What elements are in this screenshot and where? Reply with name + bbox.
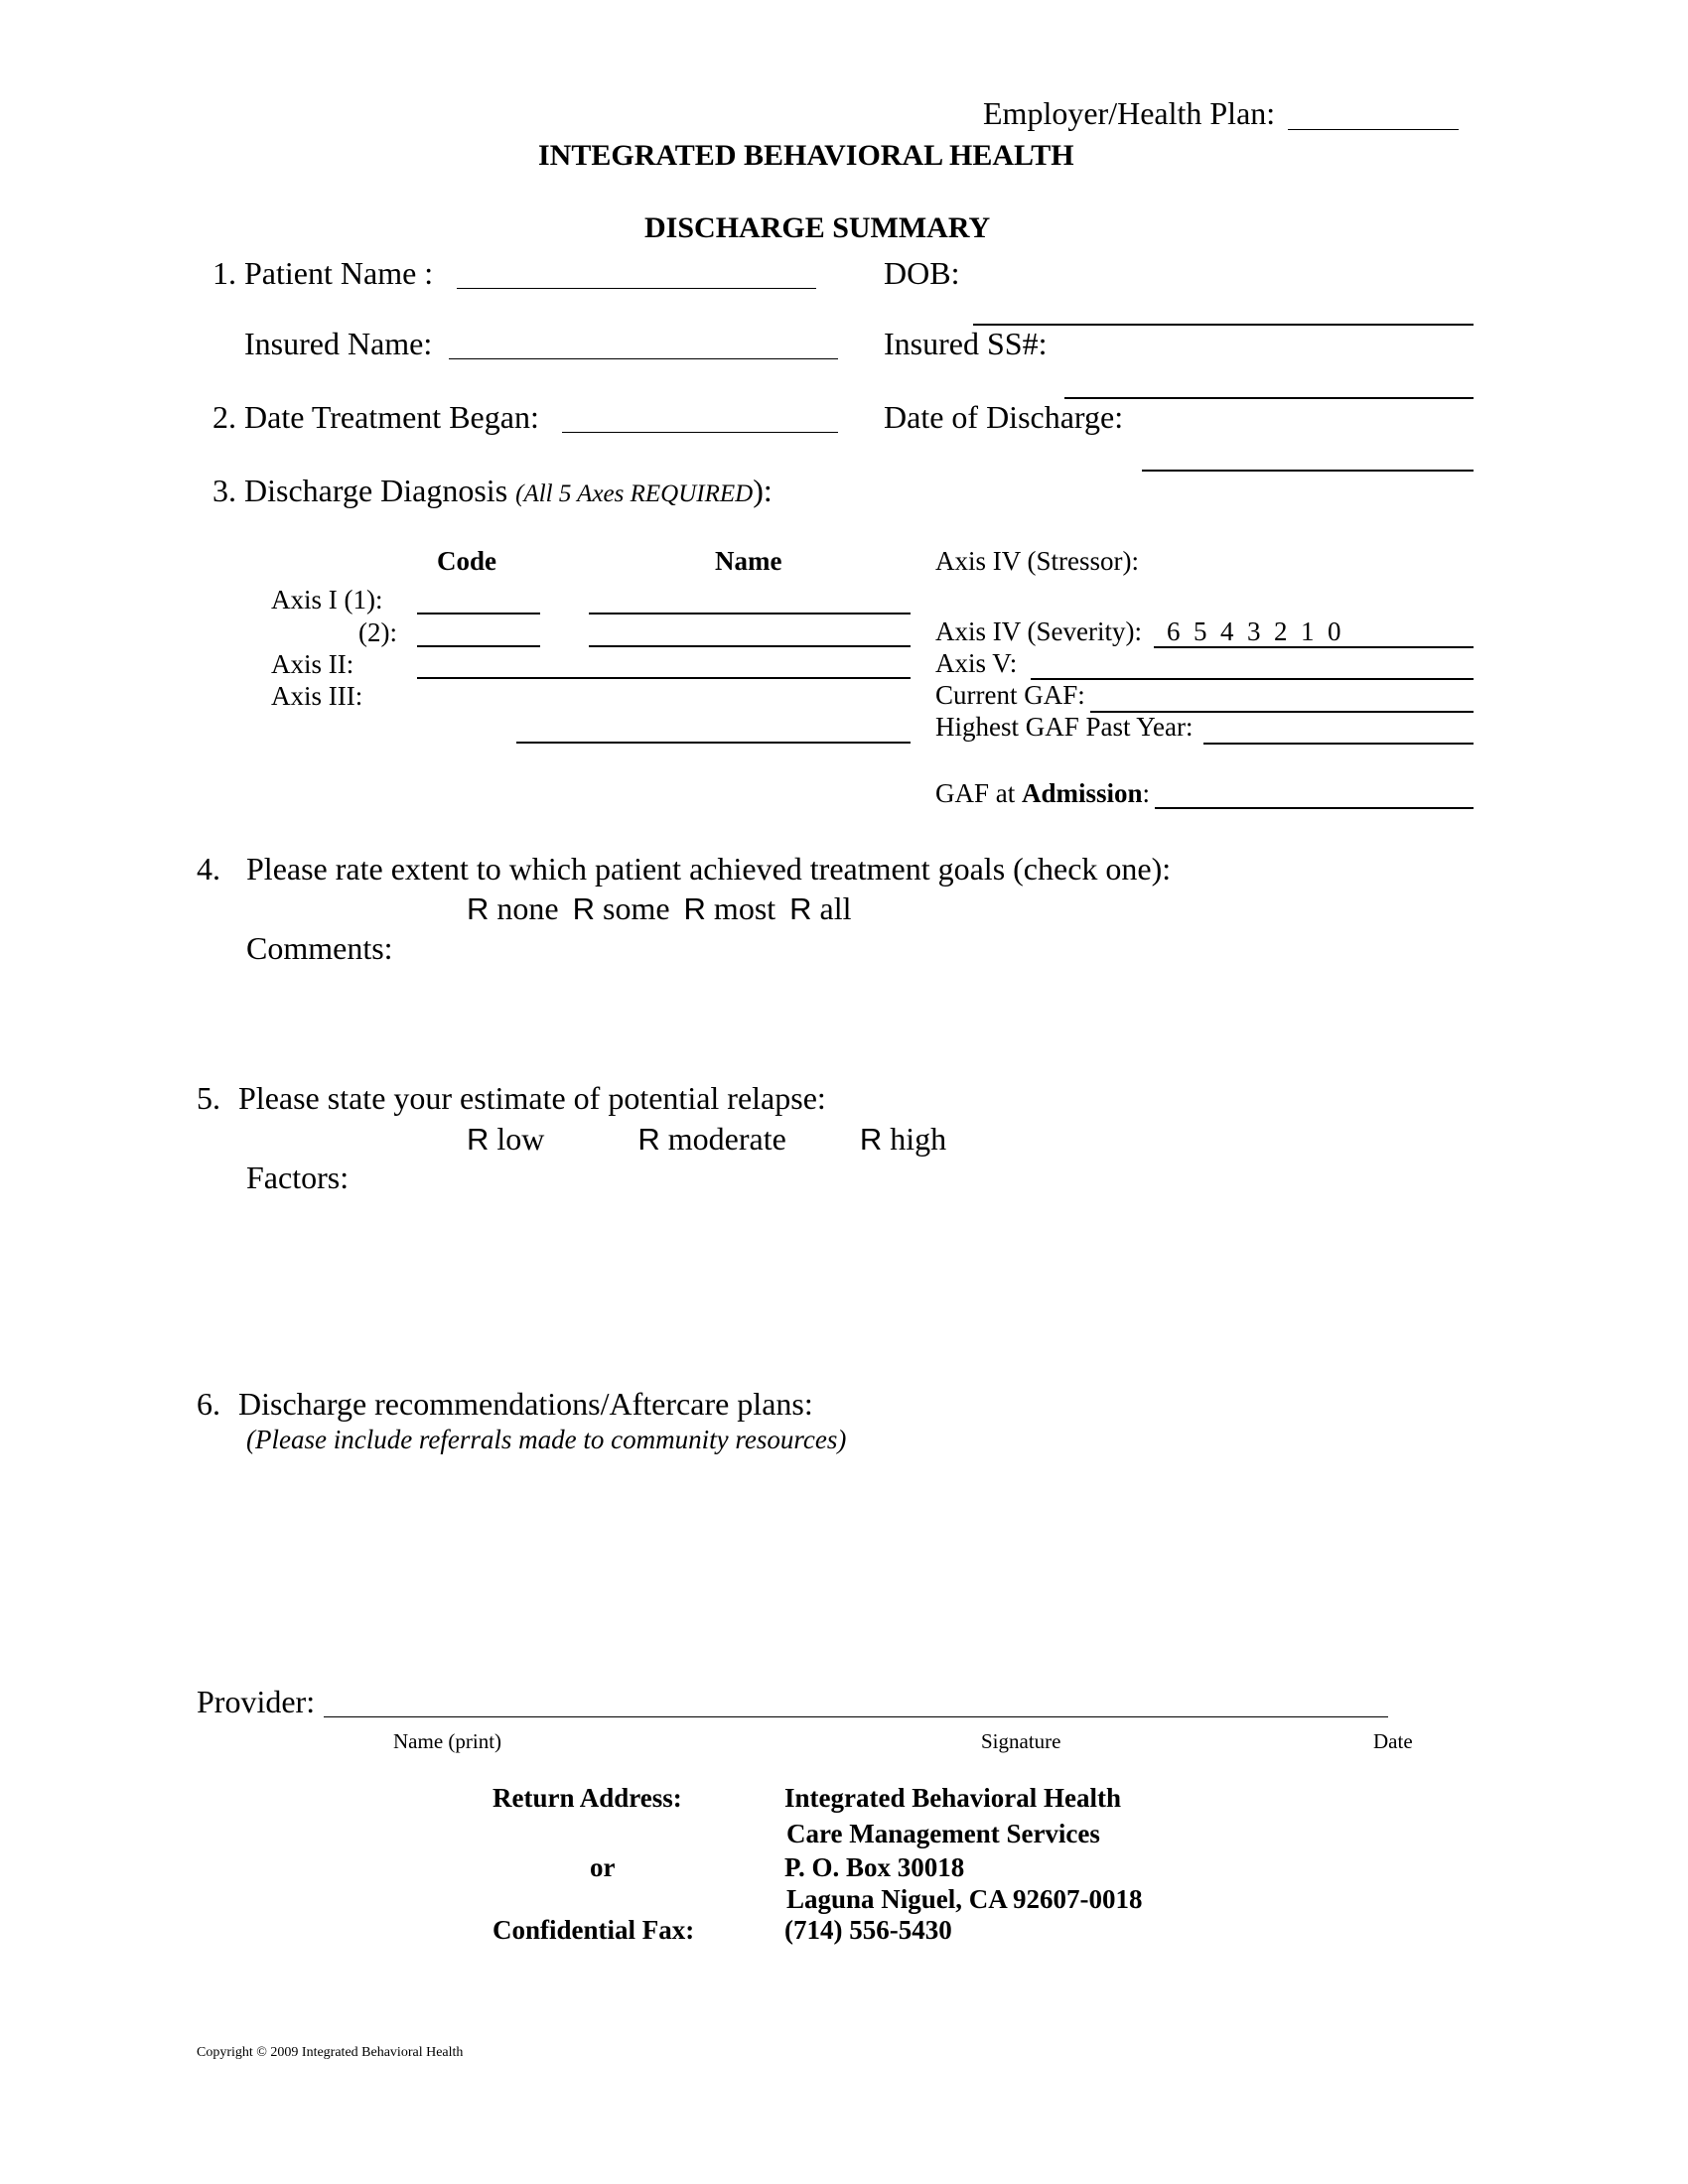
axes-required-note: (All 5 Axes REQUIRED [515, 480, 754, 507]
axis-1-2-label: (2): [358, 617, 397, 647]
axis-1-2-code-field[interactable] [417, 645, 540, 647]
dob-label: DOB: [884, 255, 960, 291]
gaf-admission-field[interactable] [1155, 807, 1474, 809]
date-of-discharge-field[interactable] [1142, 470, 1474, 472]
axis-4-severity-field[interactable] [1154, 646, 1474, 648]
gaf-admission-label [935, 780, 1150, 807]
axis-1-1-label: Axis I (1): [271, 585, 383, 614]
copyright-notice: Copyright © 2009 Integrated Behavioral Health [197, 2045, 464, 2060]
discharge-diagnosis-label [244, 475, 773, 506]
section-1-number: 1. [212, 255, 236, 291]
or-label: or [590, 1852, 616, 1882]
checkbox-icon[interactable]: R [572, 891, 595, 926]
doc-title: DISCHARGE SUMMARY [644, 211, 991, 244]
aftercare-note: (Please include referrals made to community resources) [246, 1425, 847, 1454]
gaf-admission-colon: : [1142, 778, 1151, 808]
axis-3-field[interactable] [516, 742, 911, 744]
goal-option-all[interactable] [789, 892, 851, 924]
name-column-header: Name [715, 546, 782, 576]
patient-name-label: Patient Name : [244, 255, 434, 291]
goal-option-some[interactable] [573, 892, 670, 924]
date-treatment-began-field[interactable] [562, 432, 838, 433]
discharge-diagnosis-close: ): [753, 473, 773, 508]
relapse-option-label: high [890, 1121, 947, 1157]
axis-1-1-name-field[interactable] [589, 613, 911, 614]
axis-3-label: Axis III: [271, 681, 363, 711]
provider-name-print-caption: Name (print) [393, 1729, 502, 1753]
section-3-number: 3. [212, 473, 236, 508]
goal-option-label: most [713, 890, 776, 926]
insured-name-field[interactable] [449, 358, 838, 359]
comments-label: Comments: [246, 930, 393, 966]
axis-1-2-name-field[interactable] [589, 645, 911, 647]
section-5-number: 5. [197, 1080, 220, 1116]
insured-ss-label: Insured SS#: [884, 326, 1048, 361]
axis-4-severity-label: Axis IV (Severity): [935, 616, 1142, 646]
provider-signature-field[interactable] [324, 1716, 1388, 1717]
insured-name-label: Insured Name: [244, 326, 433, 361]
goal-option-label: none [496, 890, 559, 926]
date-treatment-began-label: Date Treatment Began: [244, 399, 539, 435]
return-po-box: P. O. Box 30018 [784, 1852, 965, 1882]
employer-health-plan-label: Employer/Health Plan: [983, 95, 1276, 131]
org-title: INTEGRATED BEHAVIORAL HEALTH [538, 139, 1074, 172]
axis-4-stressor-label: Axis IV (Stressor): [935, 546, 1139, 576]
factors-area[interactable] [246, 1203, 1468, 1382]
goal-option-most[interactable] [684, 892, 776, 924]
return-fax-number: (714) 556-5430 [784, 1915, 952, 1945]
relapse-option-low[interactable] [467, 1123, 544, 1155]
aftercare-area[interactable] [246, 1469, 1468, 1668]
checkbox-icon[interactable]: R [859, 1122, 883, 1157]
gaf-at-text: GAF at [935, 778, 1022, 808]
severity-scale[interactable]: 6 5 4 3 2 1 0 [1167, 616, 1341, 646]
relapse-options [467, 1123, 946, 1155]
axis-5-label: Axis V: [935, 648, 1018, 678]
axis-1-1-code-field[interactable] [417, 613, 540, 614]
goal-option-label: all [819, 890, 852, 926]
highest-gaf-field[interactable] [1203, 743, 1474, 745]
return-address-label: Return Address: [492, 1783, 682, 1813]
axis-2-field[interactable] [417, 677, 911, 679]
gaf-admission-word: Admission [1022, 778, 1143, 808]
code-column-header: Code [437, 546, 496, 576]
provider-label: Provider: [197, 1684, 316, 1719]
confidential-fax-label: Confidential Fax: [492, 1915, 695, 1945]
checkbox-icon[interactable]: R [789, 891, 812, 926]
treatment-goals-question: Please rate extent to which patient achieved treatment goals (check one): [246, 851, 1172, 887]
employer-health-plan-field[interactable] [1288, 129, 1459, 130]
insured-ss-field[interactable] [1064, 397, 1474, 399]
relapse-question: Please state your estimate of potential relapse: [238, 1080, 826, 1116]
relapse-option-high[interactable] [860, 1123, 946, 1155]
treatment-goals-options [467, 892, 852, 924]
relapse-option-moderate[interactable] [637, 1123, 785, 1155]
relapse-option-label: moderate [667, 1121, 786, 1157]
highest-gaf-label: Highest GAF Past Year: [935, 712, 1194, 742]
section-2-number: 2. [212, 399, 236, 435]
checkbox-icon[interactable]: R [467, 891, 490, 926]
aftercare-question: Discharge recommendations/Aftercare plans: [238, 1386, 813, 1422]
return-org-name: Integrated Behavioral Health [784, 1783, 1121, 1813]
return-dept: Care Management Services [786, 1819, 1100, 1848]
provider-date-caption: Date [1373, 1729, 1413, 1753]
dob-field[interactable] [973, 324, 1474, 326]
return-city: Laguna Niguel, CA 92607-0018 [786, 1884, 1143, 1914]
relapse-option-label: low [496, 1121, 545, 1157]
provider-signature-caption: Signature [981, 1729, 1061, 1753]
goal-option-none[interactable] [467, 892, 559, 924]
axis-5-field[interactable] [1031, 678, 1474, 680]
discharge-diagnosis-text: Discharge Diagnosis [244, 473, 508, 508]
current-gaf-label: Current GAF: [935, 680, 1085, 710]
comments-area[interactable] [246, 973, 1468, 1072]
checkbox-icon[interactable]: R [683, 891, 706, 926]
date-of-discharge-label: Date of Discharge: [884, 399, 1124, 435]
patient-name-field[interactable] [457, 288, 816, 289]
section-4-number: 4. [197, 851, 220, 887]
factors-label: Factors: [246, 1160, 350, 1195]
checkbox-icon[interactable]: R [637, 1122, 660, 1157]
section-6-number: 6. [197, 1386, 220, 1422]
goal-option-label: some [602, 890, 670, 926]
checkbox-icon[interactable]: R [467, 1122, 490, 1157]
axis-2-label: Axis II: [271, 649, 354, 679]
